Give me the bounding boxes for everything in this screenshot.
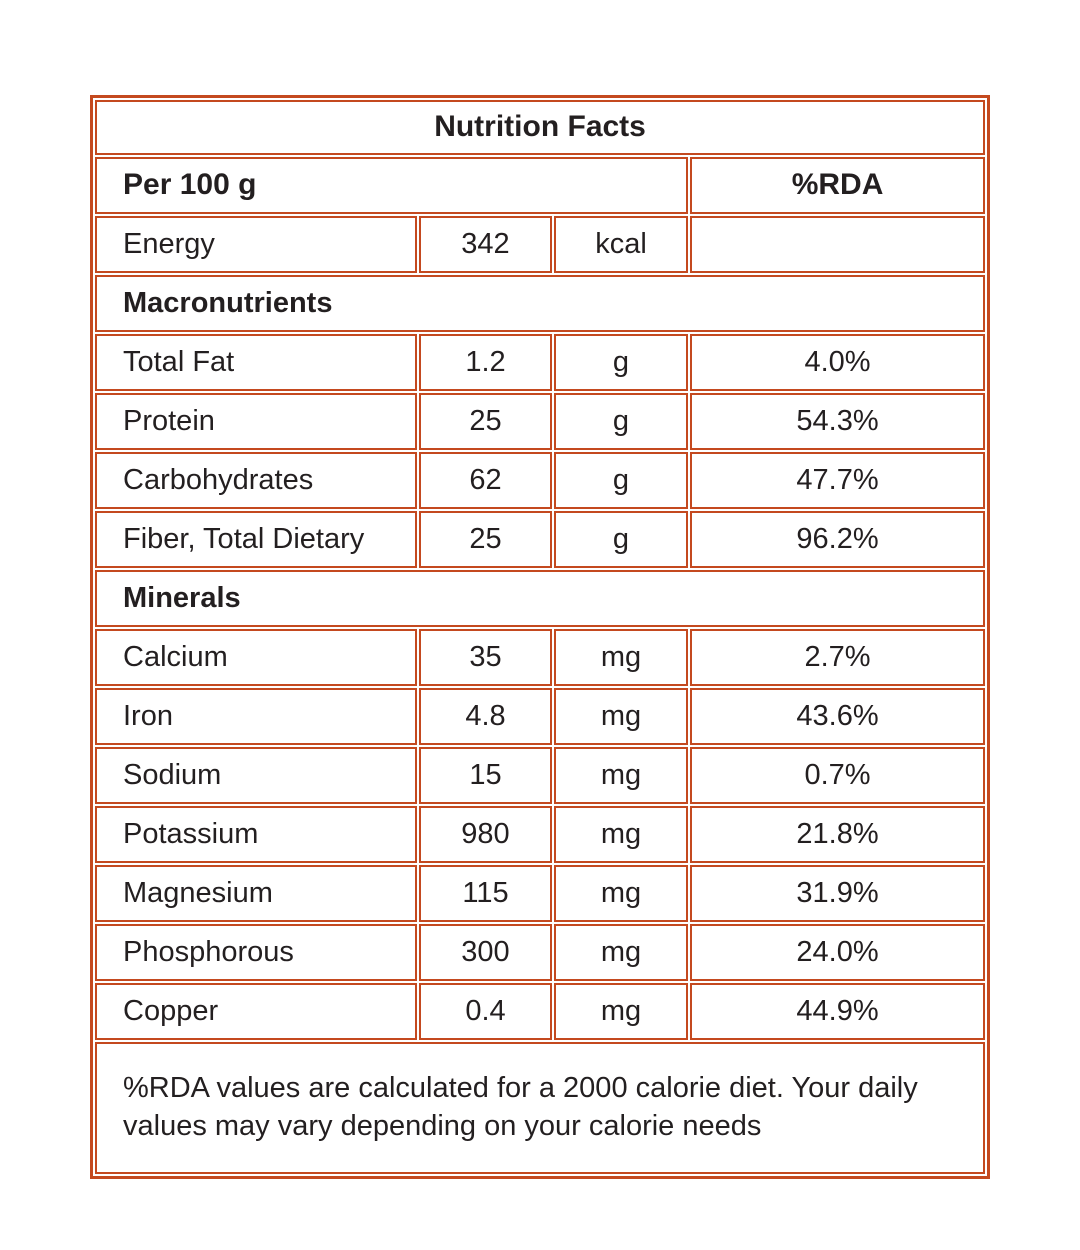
nutrient-name: Copper (95, 983, 417, 1040)
nutrient-value: 25 (419, 511, 552, 568)
nutrient-value: 15 (419, 747, 552, 804)
nutrient-name: Iron (95, 688, 417, 745)
nutrient-name: Energy (95, 216, 417, 273)
table-row (95, 1042, 985, 1174)
nutrient-name: Protein (95, 393, 417, 450)
table-row (95, 688, 985, 745)
nutrient-rda: 43.6% (690, 688, 985, 745)
nutrient-name: Fiber, Total Dietary (95, 511, 417, 568)
nutrient-unit: mg (554, 983, 688, 1040)
nutrient-unit: g (554, 393, 688, 450)
table-row (95, 983, 985, 1040)
nutrient-unit: mg (554, 629, 688, 686)
table-row (95, 865, 985, 922)
nutrient-rda: 47.7% (690, 452, 985, 509)
nutrient-name: Total Fat (95, 334, 417, 391)
table-row (95, 393, 985, 450)
nutrient-name: Calcium (95, 629, 417, 686)
nutrient-rda: 4.0% (690, 334, 985, 391)
nutrient-rda: 96.2% (690, 511, 985, 568)
table-row (95, 334, 985, 391)
nutrient-name: Sodium (95, 747, 417, 804)
nutrient-value: 4.8 (419, 688, 552, 745)
nutrient-unit: g (554, 334, 688, 391)
nutrient-rda: 2.7% (690, 629, 985, 686)
nutrient-name: Phosphorous (95, 924, 417, 981)
table-row (95, 216, 985, 273)
nutrient-value: 342 (419, 216, 552, 273)
nutrient-unit: mg (554, 924, 688, 981)
nutrient-value: 115 (419, 865, 552, 922)
nutrient-value: 0.4 (419, 983, 552, 1040)
nutrient-rda: 44.9% (690, 983, 985, 1040)
rda-column-header: %RDA (690, 157, 985, 214)
nutrient-value: 1.2 (419, 334, 552, 391)
nutrient-rda: 31.9% (690, 865, 985, 922)
serving-size-header: Per 100 g (95, 157, 688, 214)
table-row (95, 275, 985, 332)
nutrient-unit: g (554, 452, 688, 509)
table-row (95, 452, 985, 509)
table-row (95, 100, 985, 155)
nutrient-unit: mg (554, 865, 688, 922)
nutrient-unit: mg (554, 806, 688, 863)
nutrition-facts-table (90, 95, 990, 1179)
nutrient-name: Carbohydrates (95, 452, 417, 509)
section-header-minerals: Minerals (95, 570, 985, 627)
nutrient-rda: 0.7% (690, 747, 985, 804)
table-row (95, 924, 985, 981)
rda-footnote: %RDA values are calculated for a 2000 calorie diet. Your daily values may vary depending on your calorie needs (95, 1042, 985, 1174)
nutrient-value: 62 (419, 452, 552, 509)
table-row (95, 511, 985, 568)
nutrient-rda (690, 216, 985, 273)
nutrient-unit: mg (554, 688, 688, 745)
table-row (95, 629, 985, 686)
nutrient-rda: 54.3% (690, 393, 985, 450)
table-row (95, 157, 985, 214)
nutrient-rda: 24.0% (690, 924, 985, 981)
nutrient-unit: g (554, 511, 688, 568)
nutrient-rda: 21.8% (690, 806, 985, 863)
nutrient-name: Magnesium (95, 865, 417, 922)
nutrient-unit: kcal (554, 216, 688, 273)
nutrient-unit: mg (554, 747, 688, 804)
table-row (95, 806, 985, 863)
table-row (95, 570, 985, 627)
nutrient-value: 25 (419, 393, 552, 450)
table-title: Nutrition Facts (95, 100, 985, 155)
nutrient-value: 980 (419, 806, 552, 863)
section-header-macronutrients: Macronutrients (95, 275, 985, 332)
nutrient-value: 300 (419, 924, 552, 981)
nutrient-name: Potassium (95, 806, 417, 863)
nutrient-value: 35 (419, 629, 552, 686)
table-row (95, 747, 985, 804)
